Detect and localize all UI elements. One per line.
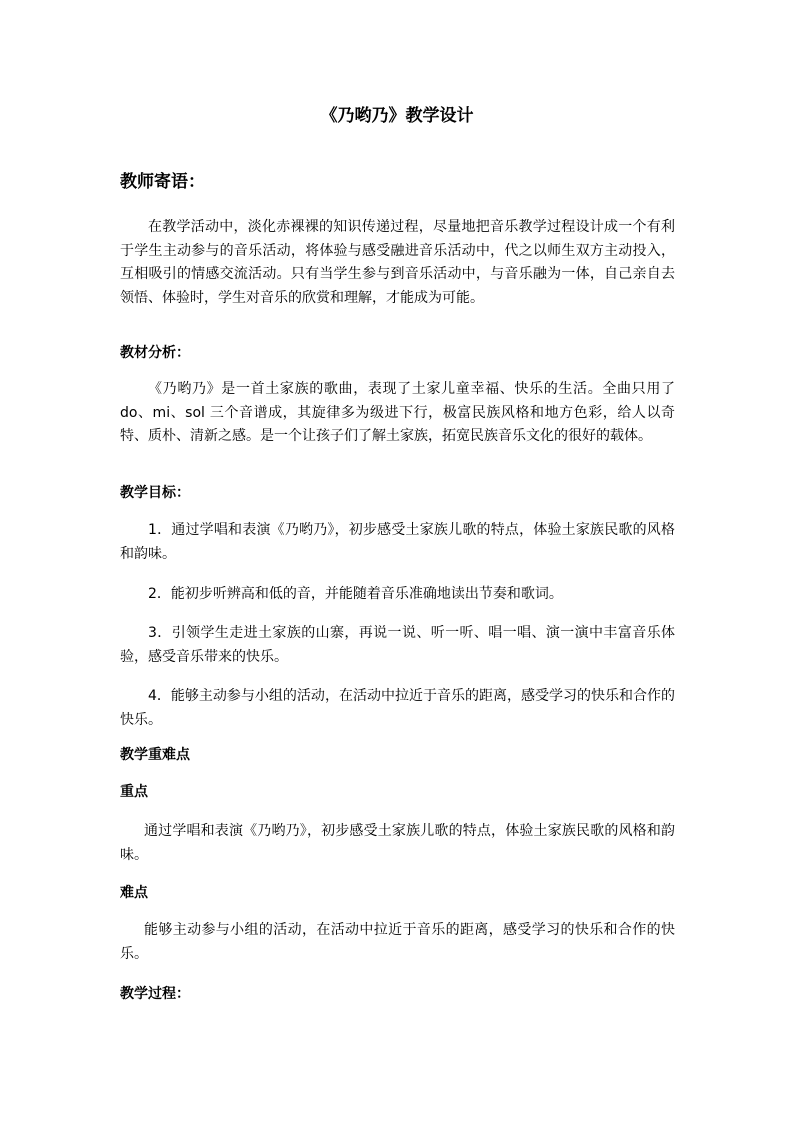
material-analysis-paragraph: 《乃哟乃》是一首土家族的歌曲，表现了土家儿童幸福、快乐的生活。全曲只用了 do、mi、sol 三个音谱成，其旋律多为级进下行，极富民族风格和地方色彩，给人以奇特、质朴、清新之感。是一个让孩子们了解土家族，拓宽民族音乐文化的很好的载体。 (120, 381, 675, 444)
teacher-words-paragraph: 在教学活动中，淡化赤裸裸的知识传递过程，尽量地把音乐教学过程设计成一个有利于学生主动参与的音乐活动，将体验与感受融进音乐活动中，代之以师生双方主动投入，互相吸引的情感交流活动。只有当学生参与到音乐活动中，与音乐融为一体，自己亲自去领悟、体验时，学生对音乐的欣赏和理解，才能成为可能。 (120, 219, 675, 306)
teacher-words-heading: 教师寄语： (120, 172, 205, 192)
objective-item-2: 2．能初步听辨高和低的音，并能随着音乐准确地读出节奏和歌词。 (148, 586, 563, 602)
difficult-point-paragraph: 能够主动参与小组的活动，在活动中拉近于音乐的距离，感受学习的快乐和合作的快乐。 (120, 922, 675, 962)
key-point-heading: 重点 (120, 784, 148, 800)
key-difficult-heading: 教学重难点 (120, 747, 190, 763)
material-analysis-heading: 教材分析： (120, 345, 190, 361)
process-heading: 教学过程： (120, 986, 190, 1002)
objective-item-3: 3．引领学生走进土家族的山寨，再说一说、听一听、唱一唱、演一演中丰富音乐体验，感受音乐带来的快乐。 (120, 625, 675, 665)
document-title: 《乃哟乃》教学设计 (320, 106, 474, 126)
difficult-point-heading: 难点 (120, 885, 148, 901)
objective-item-4: 4．能够主动参与小组的活动，在活动中拉近于音乐的距离，感受学习的快乐和合作的快乐。 (120, 688, 675, 728)
objective-item-1: 1．通过学唱和表演《乃哟乃》，初步感受土家族儿歌的特点，体验土家族民歌的风格和韵味。 (120, 522, 675, 562)
objectives-heading: 教学目标： (120, 485, 190, 501)
key-point-paragraph: 通过学唱和表演《乃哟乃》，初步感受土家族儿歌的特点，体验土家族民歌的风格和韵味。 (120, 823, 675, 863)
